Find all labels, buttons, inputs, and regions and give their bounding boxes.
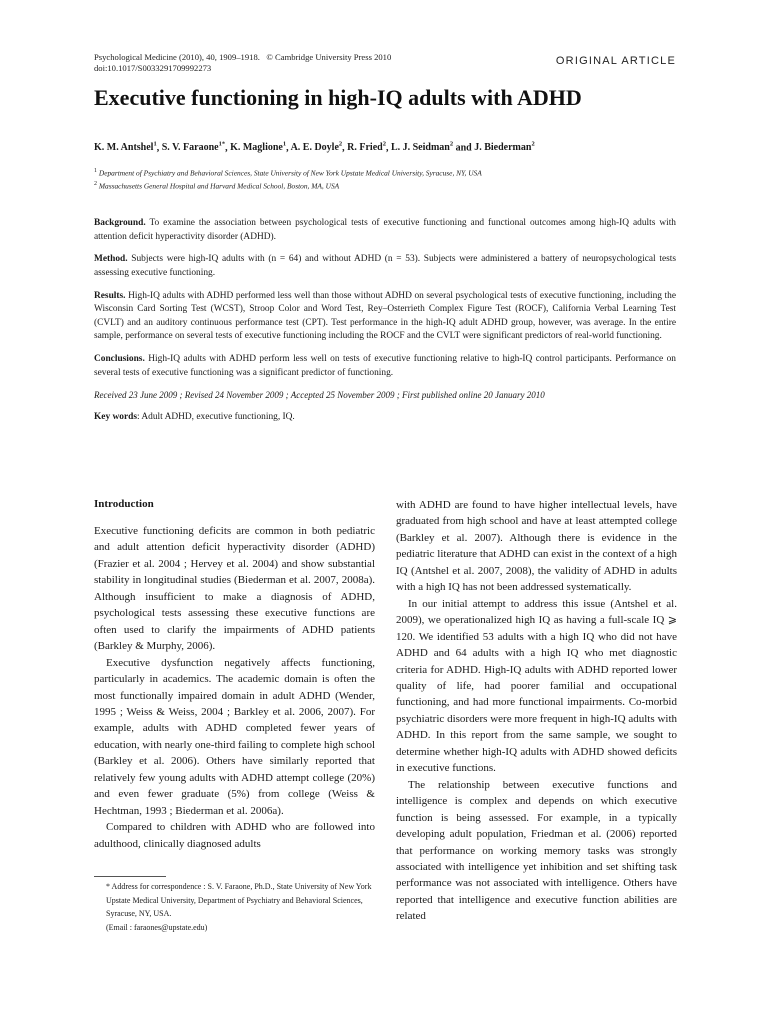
body-paragraph: Executive functioning deficits are common in both pediatric and adult attention deficit hyperactivity disorder (ADHD) (Frazier et al. 2004 ; Hervey et al. 2004) and show substantial stability in longitudinal studies (Biederman et al. 2007, 2008a). Although insufficient to make a diagnosis of ADHD, psychological tests assessing these executive functions are often used to clarify the impairments of ADHD patients (Barkley & Murphy, 2006). <box>94 525 375 653</box>
section-tag: ORIGINAL ARTICLE <box>555 55 676 67</box>
footnote-email: (Email : faraones@upstate.edu) <box>106 922 208 932</box>
abstract <box>94 217 676 424</box>
affiliation: $^2$ Massachusetts General Hospital and Harvard Medical School, Boston, MA, USA <box>94 180 340 191</box>
author: L. J. Seidman$^2$ <box>390 141 454 154</box>
body-column-left <box>94 497 375 852</box>
author-list: K. M. Antshel$^1$, S. V. Faraone$^{1*}$, K. Maglione$^1$, A. E. Doyle$^2$, R. Fried$^2$, L. J. Seidman$^2$ and J. Biederman$^2$ <box>94 141 535 154</box>
body-paragraph: with ADHD are found to have higher intellectual levels, have graduated from high school and have at least attempted college (Barkley et al. 2007). Although there is evidence in the pediatric literature that ADHD can exist in the context of a high IQ (Antshel et al. 2007, 2008), the validity of ADHD in adults with a high IQ has not been addressed systematically. <box>396 499 677 594</box>
abstract-background: Background. To examine the association between psychological tests of executive functioning and functional outcomes among high-IQ adults with attention deficit hyperactivity disorder (ADHD). <box>94 218 676 242</box>
correspondence-footnote <box>94 880 375 934</box>
author: K. Maglione$^1$ <box>230 141 287 154</box>
author: R. Fried$^2$ <box>347 141 386 154</box>
footnote-address: * Address for correspondence : S. V. Faraone, Ph.D., State University of New York Upstate Medical University, Department of Psychiatry and Behavioral Sciences, Syracuse, NY, USA. <box>106 882 372 918</box>
journal-name: Psychological Medicine (2010), 40, 1909–1918. <box>94 52 260 62</box>
author: S. V. Faraone$^{1*}$ <box>161 141 226 154</box>
body-paragraph: In our initial attempt to address this issue (Antshel et al. 2009), we operationalized high IQ as having a full-scale IQ ⩾ 120. We identified 53 adults with a high IQ who did not have ADHD and 64 adults with a high IQ who met diagnostic criteria for ADHD. High-IQ adults with ADHD reported lower quality of life, had poorer familial and occupational functioning, and had more functional impairments. Co-morbid psychiatric disorders were more frequent in high-IQ adults with ADHD. In this report from the same sample, we sought to determine whether high-IQ adults with ADHD showed deficits in executive functions. <box>396 597 677 775</box>
article-title: Executive functioning in high-IQ adults with ADHD <box>94 85 582 110</box>
footnote-divider <box>94 876 166 877</box>
copyright: © Cambridge University Press 2010 <box>266 52 392 62</box>
affiliations <box>94 166 676 191</box>
abstract-method: Method. Subjects were high-IQ adults with (n = 64) and without ADHD (n = 53). Subjects were administered a battery of neuropsychological tests assessing executive functioning. <box>94 254 677 279</box>
body-column-right <box>396 497 677 925</box>
article-front-matter <box>94 52 676 424</box>
running-header <box>94 52 676 78</box>
author: A. E. Doyle$^2$ <box>290 141 343 154</box>
affiliation: $^1$ Department of Psychiatry and Behavioral Sciences, State University of New York Upstate Medical University, Syracuse, NY, USA <box>94 168 482 178</box>
keywords: Key words: Adult ADHD, executive functioning, IQ. <box>94 411 295 422</box>
author: K. M. Antshel$^1$ <box>94 141 157 154</box>
body-paragraph: Executive dysfunction negatively affects functioning, particularly in academics. The academic domain is often the most functionally impaired domain in adult ADHD (Wender, 1995 ; Weiss & Weiss, 2004 ; Barkley et al. 2006, 2007). For example, adults with ADHD completed fewer years of education, with nearly one-third failing to complete high school (Barkley et al. 2006). Others have similarly reported that relatively few young adults with ADHD attempt college (20%) and even fewer graduate (5%) from college (Weiss & Hechtman, 1993 ; Biederman et al. 2006a). <box>94 656 375 817</box>
abstract-results: Results. High-IQ adults with ADHD performed less well than those without ADHD on several psychological tests of executive functioning, including the Wisconsin Card Sorting Test (WCST), Stroop Color and Word Test, Rey–Osterrieth Complex Figure Test (ROCF), California Verbal Learning Test (CVLT) and an auditory continuous performance test (CPT). Test performance in the high-IQ adult ADHD group, however, was average. In the entire sample, performance on several tests of executive functioning including the ROCF and the CVLT were significant predictors of real-world functioning. <box>94 290 677 342</box>
doi: doi:10.1017/S0033291709992273 <box>94 63 212 73</box>
received-dates: Received 23 June 2009 ; Revised 24 November 2009 ; Accepted 25 November 2009 ; First published online 20 January 2010 <box>94 390 545 401</box>
author: J. Biederman$^2$ <box>474 141 535 154</box>
section-heading-introduction: Introduction <box>94 498 154 510</box>
body-paragraph: Compared to children with ADHD who are followed into adulthood, clinically diagnosed adults <box>94 821 375 850</box>
abstract-conclusions: Conclusions. High-IQ adults with ADHD perform less well on tests of executive functioning relative to high-IQ control participants. Performance on several tests of executive functioning was a significant predictor of functioning. <box>94 354 676 378</box>
body-paragraph: The relationship between executive functions and intelligence is complex and depends on which executive function is being assessed. For example, in a typically developing adult population, Friedman et al. (2006) reported that performance on working memory tasks was strongly associated with intelligence yet inhibition and set shifting task performance was not associated with intelligence. Others have reported that intelligence and executive function abilities are related <box>396 778 677 923</box>
